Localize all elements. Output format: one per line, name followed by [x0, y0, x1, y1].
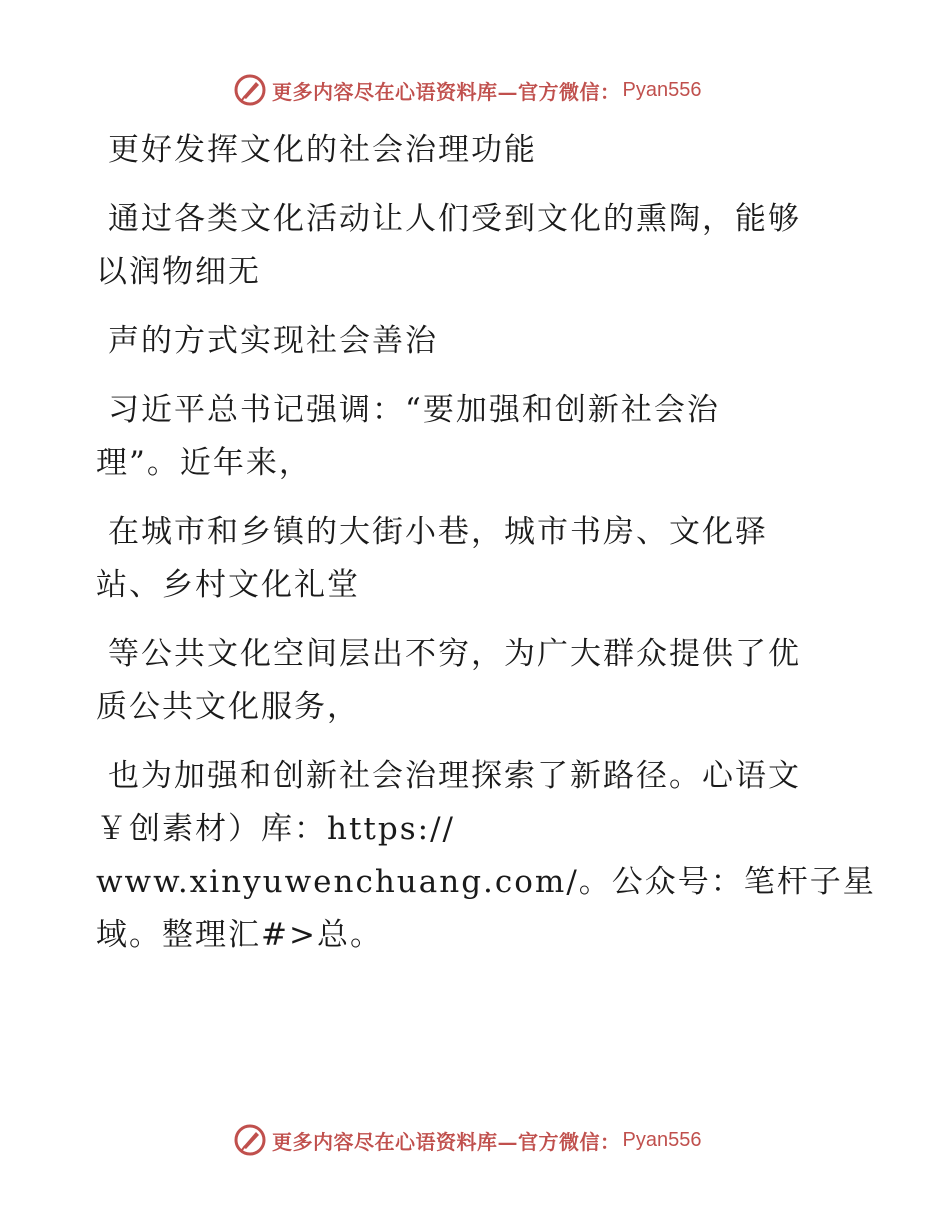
paragraph-line: 通过各类文化活动让人们受到文化的熏陶，能够: [108, 201, 801, 237]
paragraph: [96, 384, 836, 490]
paragraph: [96, 506, 836, 612]
paragraph-line: 也为加强和创新社会治理探索了新路径。心语文: [108, 758, 801, 794]
paragraph-line: ￥创素材）库：https://: [96, 811, 455, 847]
banner-wechat-id: Pyan556: [622, 78, 702, 101]
banner-text: 更多内容尽在心语资料库—官方微信：: [272, 1129, 621, 1154]
paragraph: [96, 750, 876, 962]
paragraph-line: 更好发挥文化的社会治理功能: [108, 132, 537, 168]
paragraph-line: 等公共文化空间层出不穷，为广大群众提供了优: [108, 636, 801, 672]
header-banner: [234, 72, 701, 108]
paragraph-line: www.xinyuwenchuang.com/。公众号：笔杆子星: [96, 864, 876, 900]
paragraph-line: 以润物细无: [96, 254, 261, 290]
paragraph-line: 站、乡村文化礼堂: [96, 567, 360, 603]
paragraph: [96, 315, 836, 368]
footer-banner: [234, 1122, 701, 1158]
paragraph: [96, 193, 836, 299]
paragraph: [96, 124, 836, 177]
banner-text: 更多内容尽在心语资料库—官方微信：: [272, 79, 621, 104]
paragraph-line: 习近平总书记强调：“要加强和创新社会治: [108, 392, 720, 428]
paragraph-line: 质公共文化服务，: [96, 689, 360, 725]
document-body: [96, 124, 876, 978]
paragraph-line: 理”。近年来，: [96, 445, 312, 481]
quill-logo-icon: [234, 1124, 266, 1156]
paragraph-line: 域。整理汇#>总。: [96, 917, 383, 953]
paragraph-line: 在城市和乡镇的大街小巷，城市书房、文化驿: [108, 514, 768, 550]
paragraph: [96, 628, 836, 734]
paragraph-line: 声的方式实现社会善治: [108, 323, 438, 359]
banner-wechat-id: Pyan556: [622, 1128, 702, 1151]
quill-logo-icon: [234, 74, 266, 106]
